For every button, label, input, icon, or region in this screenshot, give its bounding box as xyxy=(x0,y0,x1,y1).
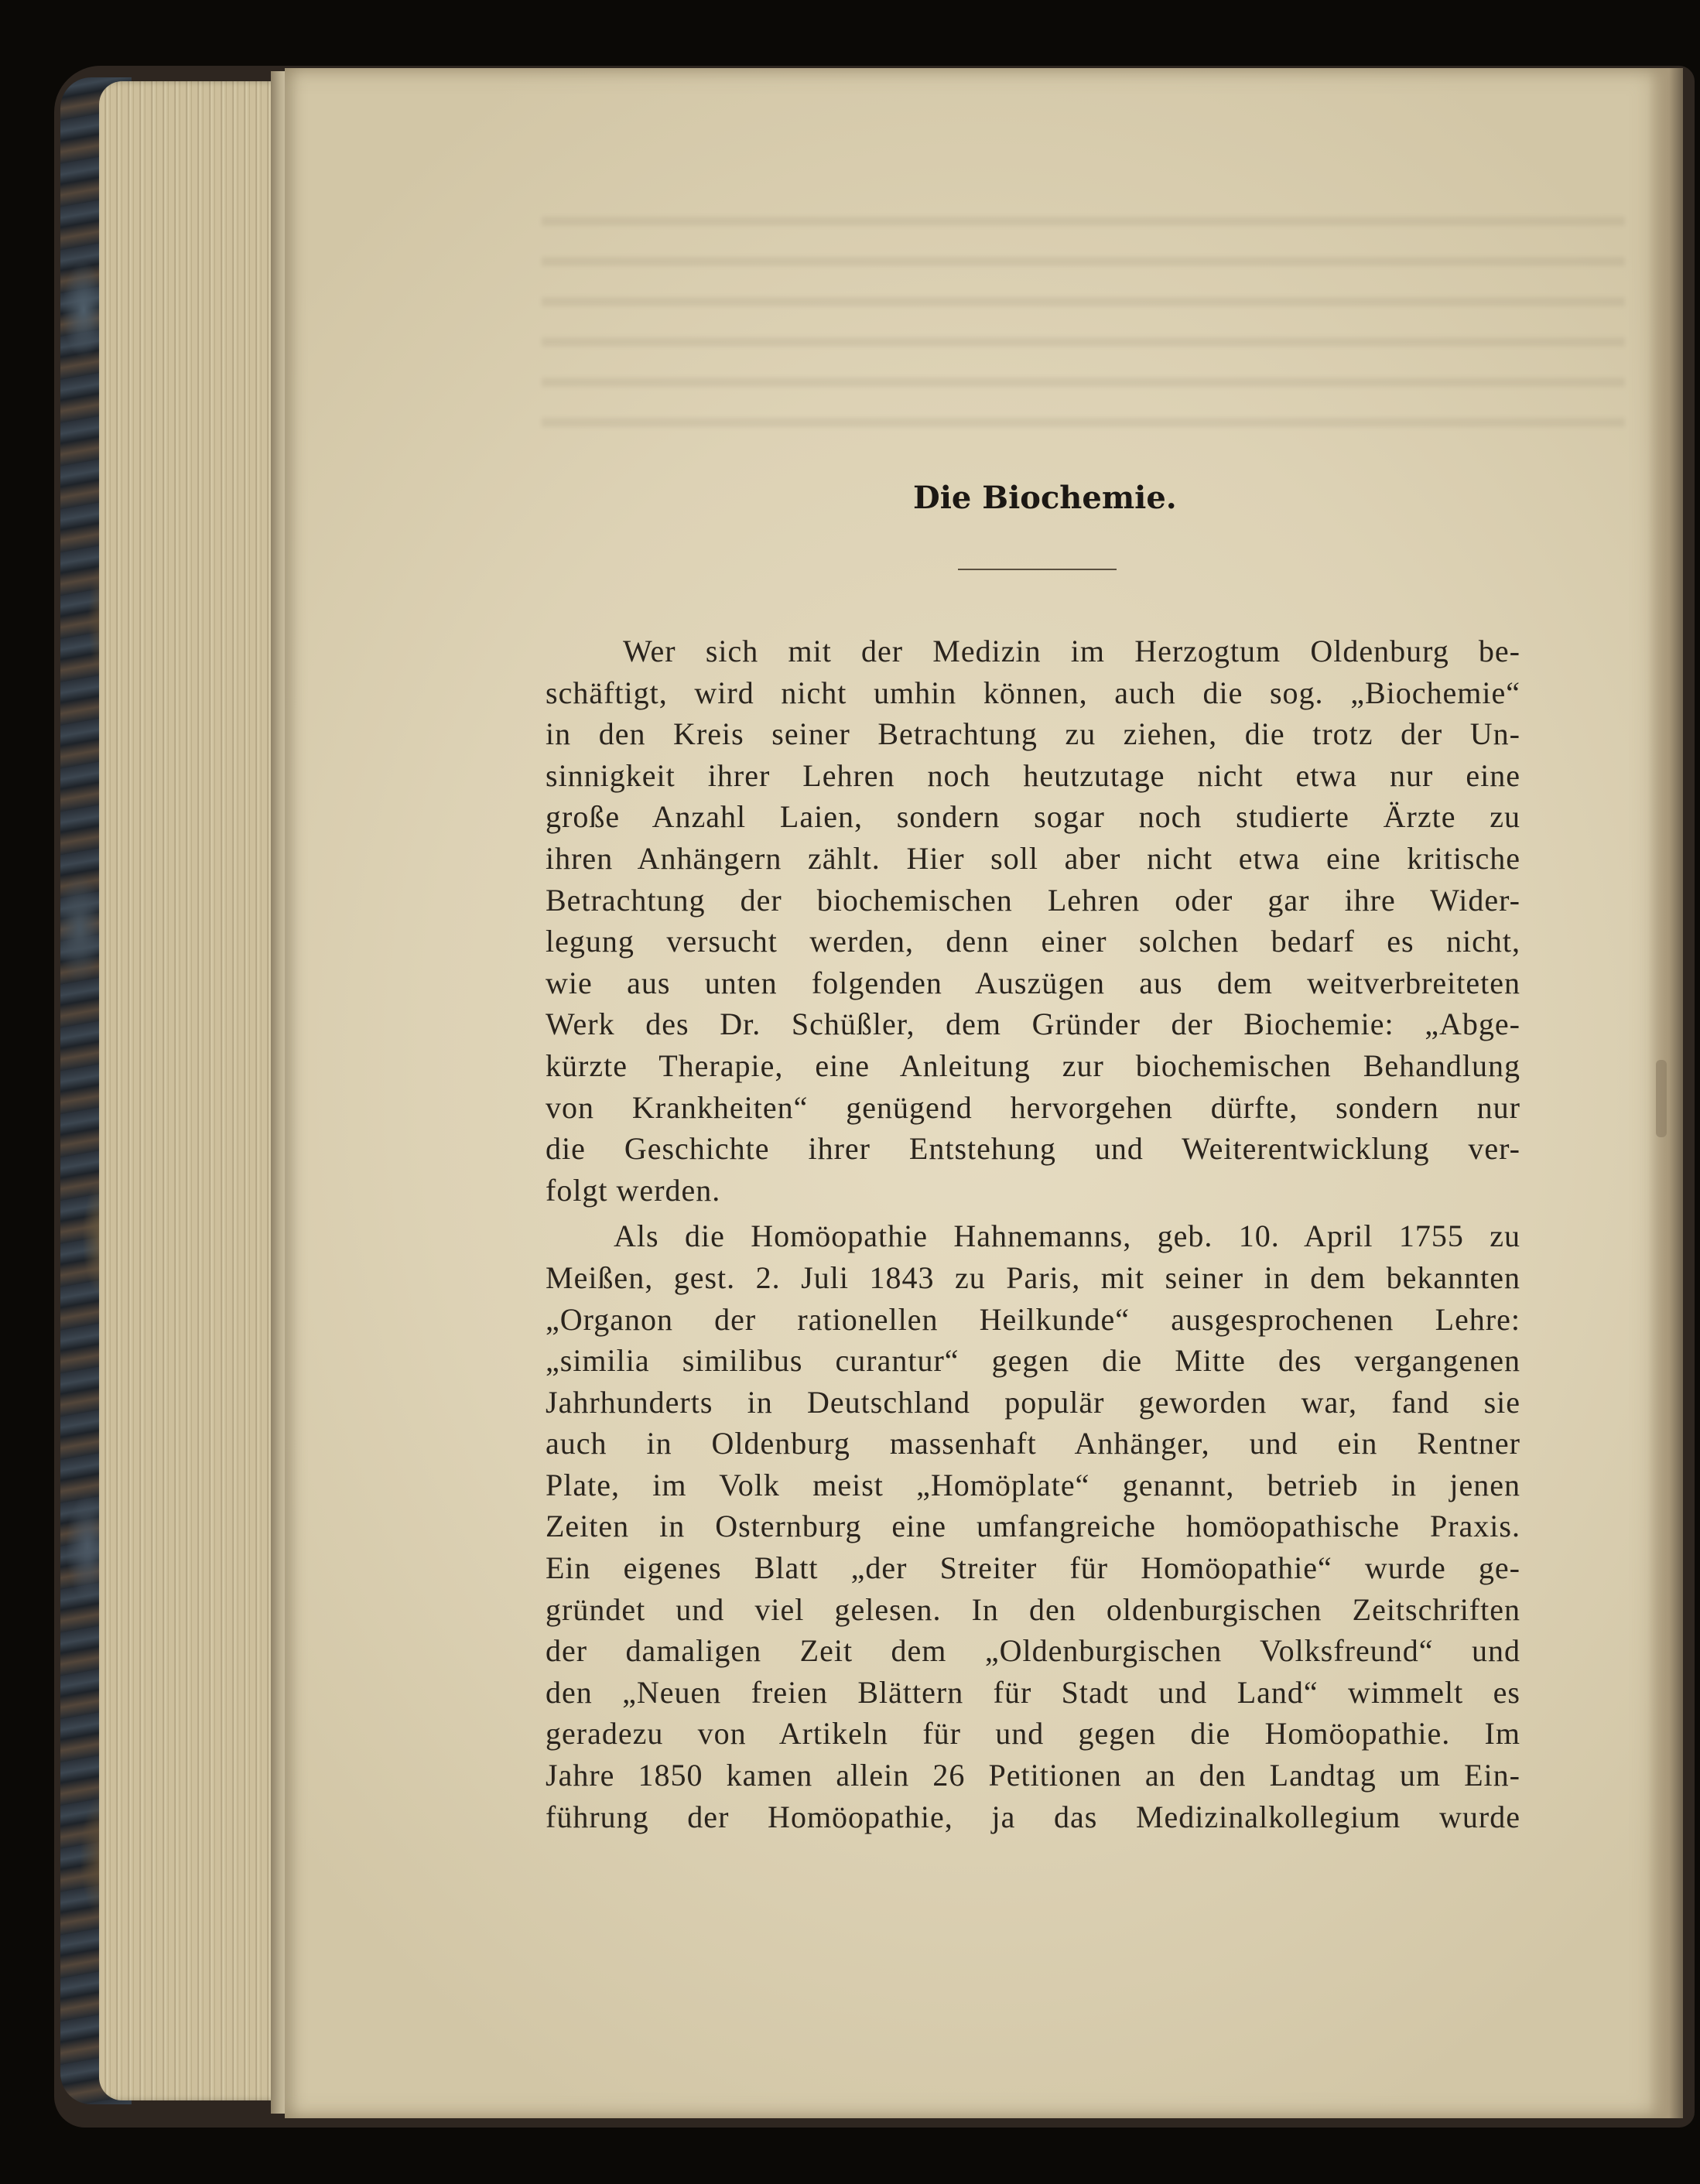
text-line: den „Neuen freien Blättern für Stadt und Land“ wimmelt es xyxy=(546,1674,1520,1710)
text-line: die Geschichte ihrer Entstehung und Weiterentwicklung ver- xyxy=(546,1131,1520,1167)
title-divider xyxy=(958,569,1117,570)
paragraph-1 xyxy=(546,631,1520,1211)
text-line: geradezu von Artikeln für und gegen die Homöopathie. Im xyxy=(546,1716,1520,1752)
text-line: „Organon der rationellen Heilkunde“ ausgesprochenen Lehre: xyxy=(546,1301,1520,1337)
text-line: sinnigkeit ihrer Lehren noch heutzutage nicht etwa nur eine xyxy=(546,757,1520,793)
text-line: der damaligen Zeit dem „Oldenburgischen Volksfreund“ und xyxy=(546,1633,1520,1669)
show-through-text xyxy=(542,193,1625,441)
text-line: legung versucht werden, denn einer solchen bedarf es nicht, xyxy=(546,924,1520,959)
paragraph-2 xyxy=(546,1215,1520,1837)
text-line: schäftigt, wird nicht umhin können, auch die sog. „Biochemie“ xyxy=(546,675,1520,710)
text-line: folgt werden. xyxy=(546,1172,721,1208)
text-line: von Krankheiten“ genügend hervorgehen dürfte, sondern nur xyxy=(546,1089,1520,1125)
text-line: auch in Oldenburg massenhaft Anhänger, und ein Rentner xyxy=(546,1426,1520,1461)
text-line: führung der Homöopathie, ja das Medizinalkollegium wurde xyxy=(546,1799,1520,1834)
text-line: Als die Homöopathie Hahnemanns, geb. 10. April 1755 zu xyxy=(614,1218,1520,1254)
text-line: große Anzahl Laien, sondern sogar noch studierte Ärzte zu xyxy=(546,799,1520,835)
page-title: Die Biochemie. xyxy=(913,480,1177,516)
text-line: kürzte Therapie, eine Anleitung zur biochemischen Behandlung xyxy=(546,1048,1520,1083)
text-line: Werk des Dr. Schüßler, dem Gründer der Biochemie: „Abge- xyxy=(546,1007,1520,1042)
text-line: Betrachtung der biochemischen Lehren oder gar ihre Wider- xyxy=(546,882,1520,918)
text-line: Plate, im Volk meist „Homöplate“ genannt, betrieb in jenen xyxy=(546,1467,1520,1502)
text-line: Jahre 1850 kamen allein 26 Petitionen an den Landtag um Ein- xyxy=(546,1758,1520,1793)
text-line: ihren Anhängern zählt. Hier soll aber nicht etwa eine kritische xyxy=(546,840,1520,876)
text-line: gründet und viel gelesen. In den oldenburgischen Zeitschriften xyxy=(546,1591,1520,1627)
text-line: Zeiten in Osternburg eine umfangreiche homöopathische Praxis. xyxy=(546,1509,1520,1544)
text-line: Meißen, gest. 2. Juli 1843 zu Paris, mit seiner in dem bekannten xyxy=(546,1259,1520,1295)
text-line: in den Kreis seiner Betrachtung zu ziehen, die trotz der Un- xyxy=(546,716,1520,752)
text-line: „similia similibus curantur“ gegen die Mitte des vergangenen xyxy=(546,1343,1520,1379)
text-line: Ein eigenes Blatt „der Streiter für Homöopathie“ wurde ge- xyxy=(546,1550,1520,1586)
body-text xyxy=(546,631,1520,1837)
page-edge-mark xyxy=(1656,1060,1667,1137)
text-line: wie aus unten folgenden Auszügen aus dem weitverbreiteten xyxy=(546,965,1520,1000)
page-stack-edges xyxy=(99,81,285,2100)
text-line: Wer sich mit der Medizin im Herzogtum Oldenburg be- xyxy=(623,634,1520,668)
text-line: Jahrhunderts in Deutschland populär geworden war, fand sie xyxy=(546,1384,1520,1420)
